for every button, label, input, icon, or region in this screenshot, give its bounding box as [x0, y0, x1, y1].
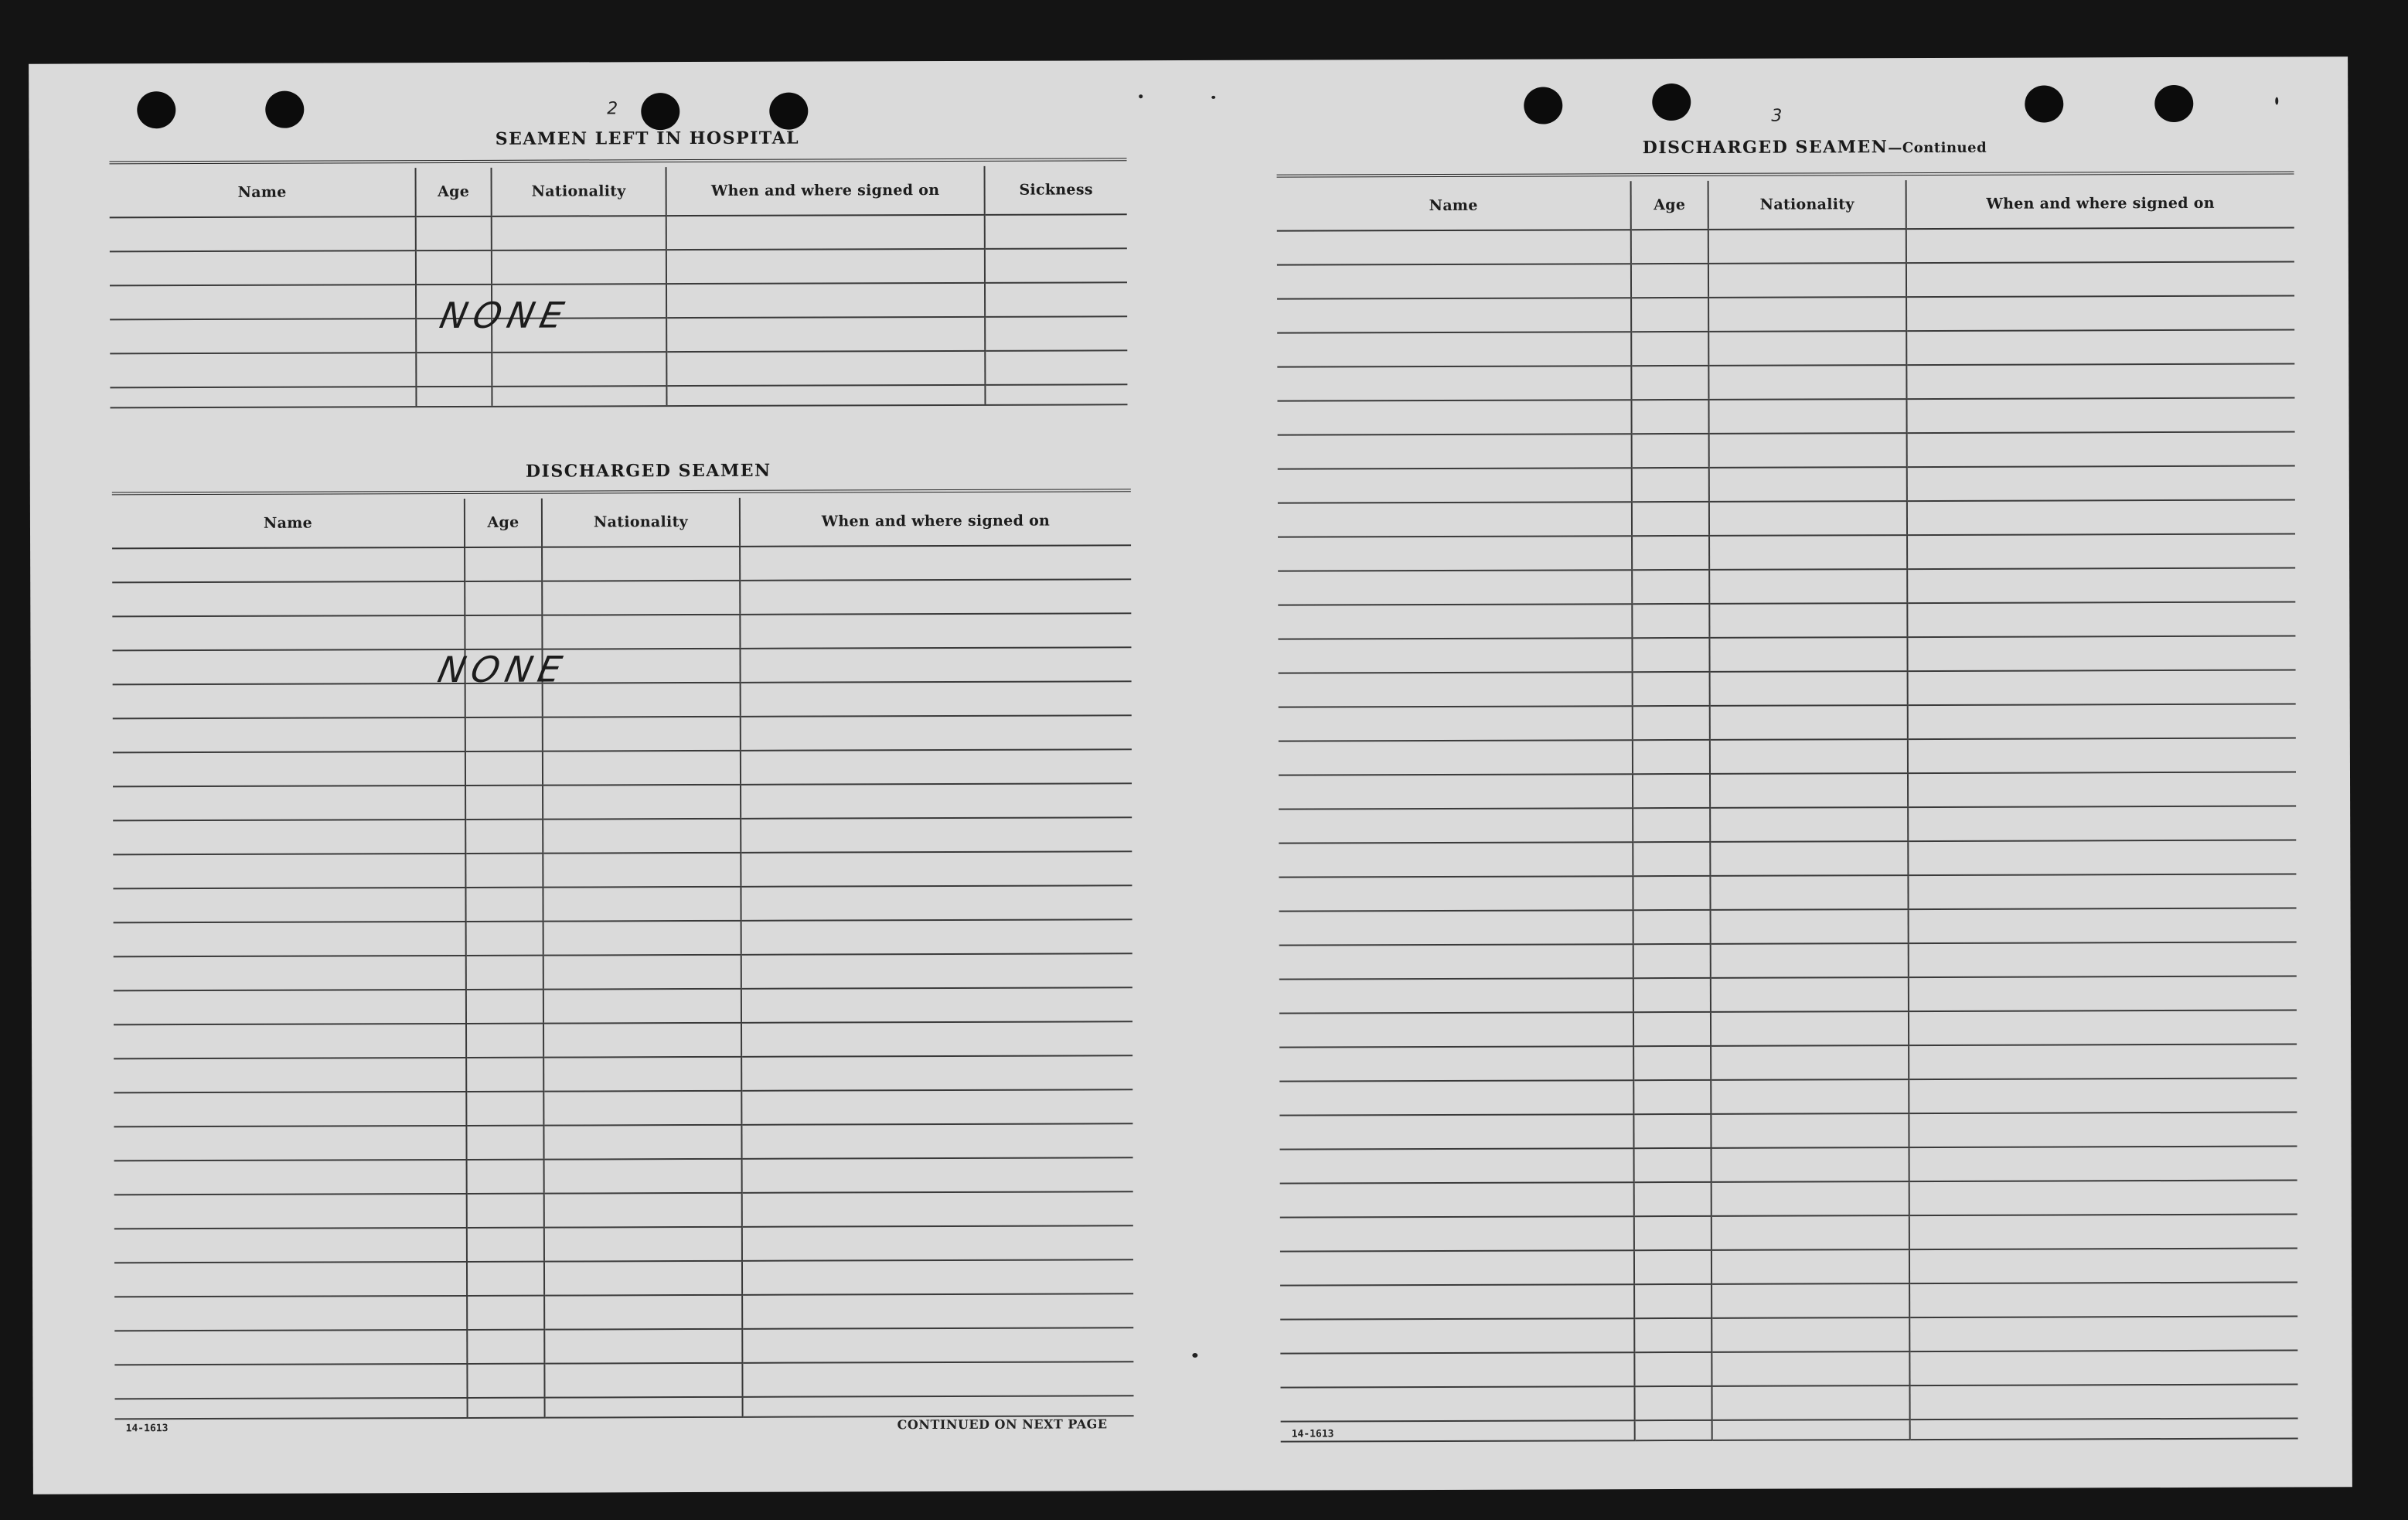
- col-header-name: Name: [112, 499, 465, 548]
- table-row: [1278, 534, 2295, 571]
- table-row: [1279, 806, 2296, 843]
- table-row: [114, 1225, 1133, 1263]
- col-header-nationality: Nationality: [542, 498, 740, 547]
- table-row: [1279, 874, 2296, 912]
- table-row: [113, 681, 1132, 718]
- table-row: [1279, 1079, 2297, 1116]
- left-form-code: 14-1613: [125, 1423, 169, 1435]
- table-row: [1280, 1351, 2297, 1388]
- punch-hole: [641, 93, 679, 130]
- table-row: [1277, 228, 2294, 265]
- table-row: [1280, 1215, 2297, 1252]
- punch-hole: [137, 91, 175, 128]
- table-row: [112, 545, 1131, 582]
- record-sheet: [29, 56, 2352, 1494]
- table-row: [1280, 1181, 2297, 1218]
- paper-speck: [1139, 94, 1143, 98]
- table-row: [113, 885, 1132, 922]
- table-row: [114, 953, 1132, 990]
- table-row: [113, 851, 1132, 888]
- right-form-code: 14-1613: [1291, 1428, 1334, 1440]
- table-row: [114, 1123, 1132, 1160]
- table-row: [110, 384, 1127, 407]
- table-row: [110, 214, 1127, 251]
- discharged-continued-table: [1277, 179, 2298, 1443]
- col-header-age: Age: [416, 168, 492, 216]
- table-row: [1278, 636, 2295, 673]
- table-row: [113, 715, 1132, 752]
- hospital-rows: [110, 214, 1128, 407]
- col-header-sickness: Sickness: [985, 165, 1127, 215]
- table-row: [114, 1055, 1132, 1092]
- paper-speck: [1192, 1353, 1197, 1358]
- table-row: [1277, 296, 2294, 333]
- table-row: [1279, 1045, 2297, 1082]
- continued-note: CONTINUED ON NEXT PAGE: [897, 1416, 1108, 1433]
- table-row: [1279, 1113, 2297, 1150]
- table-row: [1279, 942, 2297, 980]
- table-row: [114, 1327, 1133, 1365]
- discharged-table: [112, 496, 1134, 1419]
- table-row: [113, 817, 1132, 854]
- table-row: [113, 783, 1132, 820]
- table-row: [1278, 500, 2295, 537]
- discharged-continued-title-main: DISCHARGED SEAMEN: [1642, 137, 1889, 158]
- table-row: [114, 1089, 1132, 1126]
- table-row: [1277, 262, 2294, 299]
- col-header-signed-on: When and where signed on: [666, 166, 985, 216]
- hospital-section-title: SEAMEN LEFT IN HOSPITAL: [495, 128, 800, 149]
- hospital-table: [110, 165, 1128, 408]
- discharged-continued-title: [1544, 136, 2085, 158]
- punch-hole: [2154, 85, 2193, 122]
- punch-hole: [265, 91, 304, 128]
- punch-hole: [1652, 83, 1691, 121]
- table-row: [1281, 1419, 2298, 1442]
- discharged-rows: [112, 545, 1134, 1419]
- table-row: [114, 1293, 1133, 1331]
- table-row: [1278, 568, 2295, 605]
- table-row: [1280, 1249, 2297, 1286]
- col-header-name: Name: [1277, 181, 1631, 230]
- discharged-continued-suffix: —Continued: [1888, 139, 1987, 157]
- col-header-signed-on: When and where signed on: [740, 496, 1131, 547]
- table-row: [1278, 466, 2295, 503]
- table-row: [113, 749, 1132, 786]
- discharged-section-title: DISCHARGED SEAMEN: [525, 460, 771, 482]
- paper-speck: [1211, 96, 1215, 99]
- col-header-name: Name: [110, 168, 416, 217]
- hospital-handwritten-entry: NONE: [436, 294, 574, 337]
- table-row: [1278, 602, 2295, 639]
- table-row: [1279, 908, 2297, 946]
- table-row: [1280, 1147, 2297, 1184]
- table-row: [114, 1362, 1133, 1399]
- table-row: [114, 1259, 1133, 1297]
- table-row: [114, 1021, 1132, 1058]
- table-row: [1280, 1283, 2297, 1320]
- left-page-number: 2: [607, 99, 618, 119]
- table-row: [112, 579, 1131, 616]
- table-row: [114, 987, 1132, 1024]
- table-row: [1279, 704, 2296, 741]
- table-row: [1280, 1385, 2297, 1422]
- table-row: [114, 1157, 1133, 1195]
- col-header-nationality: Nationality: [492, 167, 666, 216]
- table-row: [115, 1396, 1134, 1419]
- right-page-number: 3: [1771, 106, 1783, 126]
- table-row: [1279, 1010, 2297, 1048]
- table-row: [1279, 976, 2297, 1014]
- table-row: [110, 316, 1127, 353]
- table-row: [1279, 670, 2296, 707]
- table-row: [110, 282, 1127, 319]
- table-row: [1279, 840, 2296, 878]
- punch-hole: [769, 93, 808, 130]
- punch-hole: [2025, 85, 2063, 122]
- table-row: [112, 647, 1131, 684]
- table-row: [1279, 738, 2296, 775]
- table-row: [110, 350, 1127, 387]
- table-row: [1277, 398, 2294, 435]
- paper-speck: [2275, 97, 2278, 105]
- col-header-age: Age: [465, 499, 542, 547]
- table-row: [112, 613, 1131, 650]
- col-header-nationality: Nationality: [1708, 180, 1906, 230]
- punch-hole: [1524, 87, 1562, 124]
- table-row: [1277, 330, 2294, 367]
- col-header-age: Age: [1631, 181, 1708, 230]
- table-row: [114, 1191, 1133, 1229]
- table-row: [114, 919, 1132, 956]
- table-row: [1280, 1317, 2297, 1354]
- discharged-continued-rows: [1277, 228, 2298, 1442]
- table-row: [1279, 772, 2296, 809]
- table-row: [1277, 364, 2294, 401]
- table-row: [1278, 432, 2295, 469]
- table-row: [110, 248, 1127, 285]
- discharged-handwritten-entry: NONE: [434, 648, 572, 691]
- col-header-signed-on: When and where signed on: [1906, 179, 2294, 230]
